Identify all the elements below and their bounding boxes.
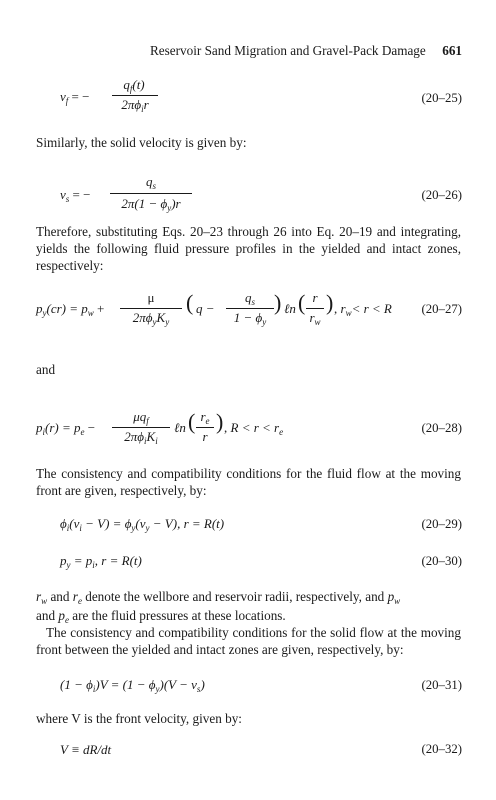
paragraph: The consistency and compatibility conditions for the solid flow at the moving front between the yielded and intact zones are given, respectively, by: <box>36 625 461 658</box>
equation-number: (20–29) <box>421 517 462 531</box>
paragraph: where V is the front velocity, given by: <box>36 711 242 726</box>
equation-20-25: $v_f$ = − $q_f(t)$ $2\pi\phi_ir$ <box>60 77 180 117</box>
page-number: 661 <box>442 43 462 58</box>
equation-number: (20–26) <box>421 188 462 202</box>
equation-20-28: $p_i(r) = p_e$ − $\mu q_f$ $2\pi\phi_iK_i$ ℓn ( $r_e$ r ) , $R < r < r_e$ <box>36 409 284 446</box>
equation-20-27: $p_y(cr) = p_w$ + μ $2\pi\phi_yK_y$ ( q − $q_s$ $1 - \phi_y$ ) ℓn ( r $r_w$ ) , $r_w< r < R$ <box>36 290 392 327</box>
paragraph: and <box>36 362 56 377</box>
paragraph: Similarly, the solid velocity is given by: <box>36 135 247 150</box>
paragraph: $r_w$ and $r_e$ denote the wellbore and reservoir radii, respectively, and $p_w$ and $p_e$ are the fluid pressures at these locations. <box>36 589 401 626</box>
equation-20-30: $p_y = p_i$, r = R(t) <box>60 553 142 570</box>
running-title: Reservoir Sand Migration and Gravel-Pack Damage <box>150 43 426 58</box>
equation-number: (20–31) <box>421 678 462 692</box>
equation-number: (20–25) <box>421 91 462 105</box>
equation-number: (20–30) <box>421 554 462 568</box>
equation-20-29: $\phi_i(v_i - V) = \phi_y(v_y - V)$, r = R(t) <box>60 516 225 533</box>
paragraph: Therefore, substituting Eqs. 20–23 through 26 into Eq. 20–19 and integrating, yields the following fluid pressure profiles in the yielded and intact zones, respectively: <box>36 224 461 274</box>
equation-20-32: V ≡ dR/dt <box>60 742 112 757</box>
equation-20-31: $(1 - \phi_i)V = (1 - \phi_y)(V - v_s)$ <box>60 677 205 694</box>
paragraph: The consistency and compatibility conditions for the fluid flow at the moving front are given, respectively, by: <box>36 466 461 499</box>
equation-20-26: $v_s$ = − $q_s$ $2\pi(1 - \phi_y)r$ <box>60 176 210 216</box>
equation-number: (20–27) <box>421 302 462 316</box>
running-head <box>150 43 462 59</box>
equation-number: (20–32) <box>421 742 462 756</box>
equation-number: (20–28) <box>421 421 462 435</box>
